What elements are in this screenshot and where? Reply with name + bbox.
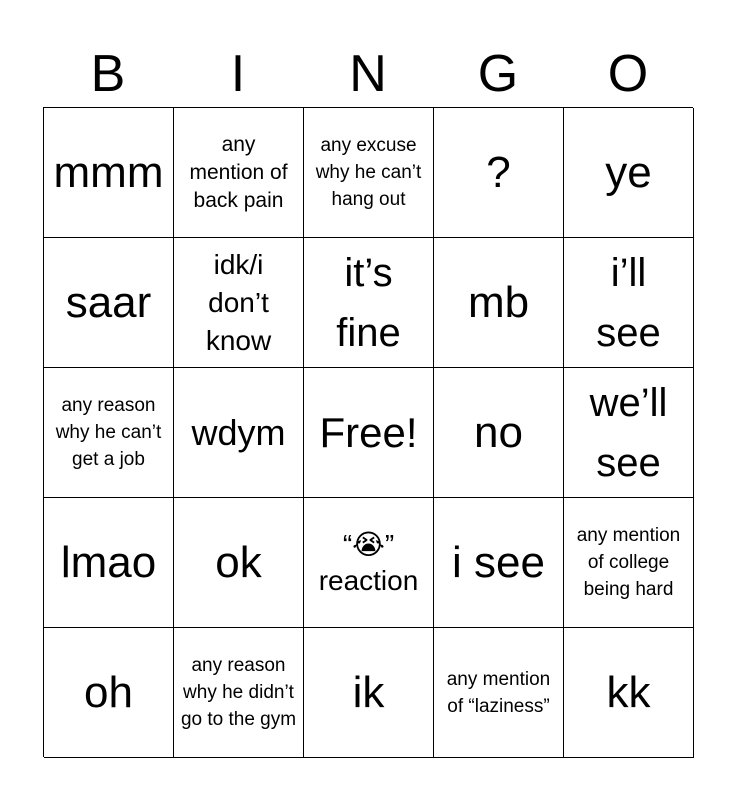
bingo-cell[interactable]: [174, 498, 304, 628]
cell-text: we’ll see: [589, 380, 668, 485]
cell-text: saar: [65, 277, 152, 327]
free-space: Free!: [319, 408, 418, 456]
bingo-board: [43, 107, 693, 757]
cell-text: idk/i don’t know: [205, 248, 272, 356]
bingo-cell[interactable]: [44, 498, 174, 628]
header-letter-g: G: [477, 45, 519, 103]
cell-text: ok: [215, 537, 262, 587]
bingo-cell[interactable]: [44, 238, 174, 368]
bingo-cell[interactable]: [304, 108, 434, 238]
bingo-cell[interactable]: [304, 238, 434, 368]
bingo-cell[interactable]: [304, 498, 434, 628]
header-letter-b: B: [90, 45, 126, 103]
cell-text: i’ll see: [596, 250, 661, 355]
cell-text: wdym: [191, 411, 286, 453]
bingo-cell[interactable]: [174, 368, 304, 498]
bingo-cell[interactable]: [174, 628, 304, 758]
header-letter-o: O: [607, 45, 649, 103]
cell-text: any reason why he didn’t go to the gym: [180, 655, 297, 730]
bingo-cell[interactable]: [174, 238, 304, 368]
bingo-cell[interactable]: [174, 108, 304, 238]
bingo-cell[interactable]: [434, 108, 564, 238]
cell-text: any mention of “laziness”: [446, 668, 551, 717]
cell-text: ik: [352, 667, 385, 717]
bingo-cell[interactable]: [304, 368, 434, 498]
bingo-cell[interactable]: [434, 498, 564, 628]
cell-text: mb: [467, 277, 530, 327]
cell-text: any reason why he can’t get a job: [55, 395, 162, 470]
bingo-cell[interactable]: [564, 108, 694, 238]
cell-text: mmm: [53, 147, 164, 197]
header-letter-n: N: [349, 45, 387, 103]
bingo-header: [43, 40, 693, 108]
cell-text: ye: [605, 147, 652, 197]
cell-text: oh: [84, 667, 133, 717]
cell-text: any excuse why he can’t hang out: [315, 135, 422, 210]
cell-text: i see: [452, 537, 545, 587]
cell-text: kk: [606, 667, 651, 717]
cell-text: any mention of back pain: [189, 132, 288, 212]
bingo-cell[interactable]: [44, 368, 174, 498]
bingo-cell[interactable]: [564, 368, 694, 498]
cell-text: no: [474, 407, 523, 457]
bingo-cell[interactable]: [434, 628, 564, 758]
cell-text: any mention of college being hard: [576, 525, 681, 600]
bingo-cell[interactable]: [304, 628, 434, 758]
cell-text: lmao: [60, 537, 157, 587]
bingo-cell[interactable]: [44, 628, 174, 758]
cell-text: “😭” reaction: [318, 528, 419, 596]
bingo-cell[interactable]: [434, 238, 564, 368]
bingo-cell[interactable]: [564, 628, 694, 758]
bingo-cell[interactable]: [564, 238, 694, 368]
bingo-cell[interactable]: [434, 368, 564, 498]
bingo-cell[interactable]: [44, 108, 174, 238]
bingo-cell[interactable]: [564, 498, 694, 628]
cell-text: ?: [486, 147, 511, 197]
cell-text: it’s fine: [336, 250, 401, 355]
header-letter-i: I: [230, 45, 246, 103]
